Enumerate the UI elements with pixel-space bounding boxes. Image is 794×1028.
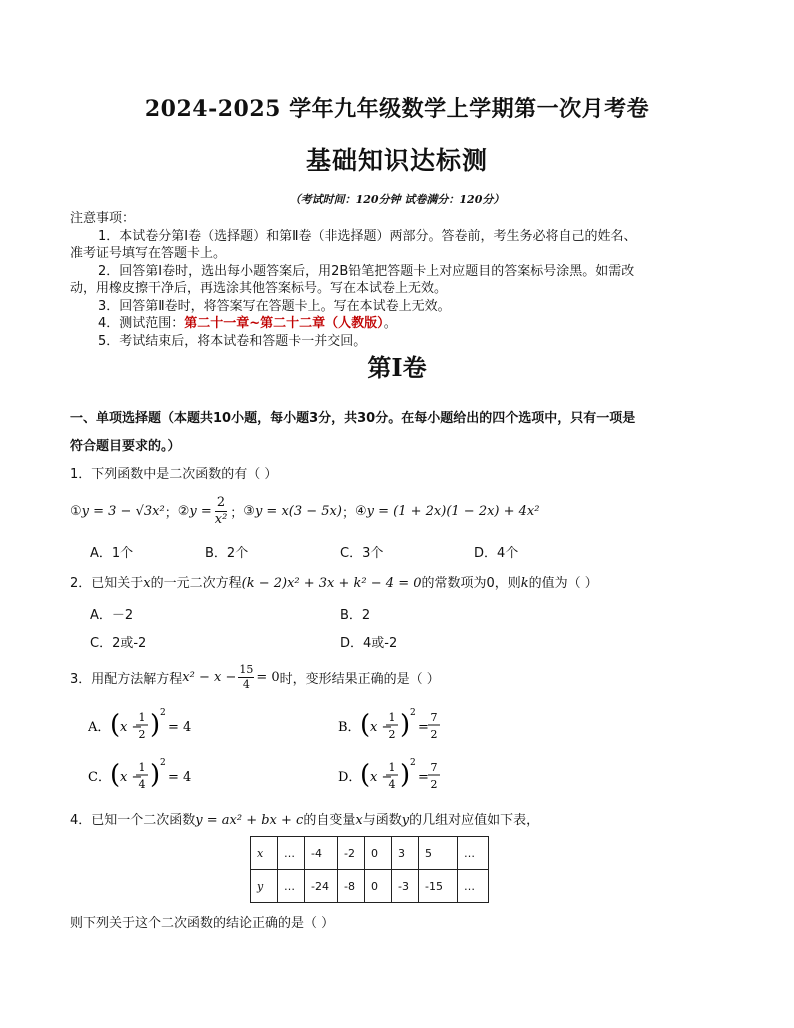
q3-eq-fraction bbox=[238, 663, 254, 692]
note-4-suffix: 。 bbox=[383, 316, 397, 331]
q3-d-rhs-num: 7 bbox=[430, 761, 438, 774]
section1-line2: 符合题目要求的。） bbox=[70, 439, 181, 454]
section1-line1: 一、单项选择题（本题共10小题，每小题3分，共30分。在每小题给出的四个选项中，只有一项是 bbox=[70, 411, 636, 426]
exam-title: 2024-2025 学年九年级数学上学期第一次月考卷 bbox=[144, 96, 650, 122]
q1-f4: y = (1 + 2x)(1 − 2x) + 4x² bbox=[366, 503, 540, 519]
q1-f2-fraction bbox=[215, 495, 228, 528]
q1-sep3: ； bbox=[341, 505, 355, 521]
q3-b-inner: x − bbox=[370, 720, 393, 735]
q1-f1-mark: ① bbox=[70, 503, 82, 519]
q2-mid2: 的常数项为0，则 bbox=[421, 576, 521, 591]
q3-eq-lhs: x² − x − bbox=[182, 669, 237, 685]
q4-mid: 的自变量 bbox=[303, 813, 356, 828]
q3-a-den: 2 bbox=[138, 728, 146, 741]
q1-f2-den: x² bbox=[214, 511, 228, 527]
q2-var-x: x bbox=[143, 576, 151, 591]
q1-sep2: ； bbox=[230, 505, 244, 521]
test-range: 第二十一章~第二十二章（人教版） bbox=[184, 316, 384, 331]
q1-option-d[interactable]: D．4个 bbox=[474, 546, 519, 561]
q3-b-num: 1 bbox=[388, 711, 396, 724]
q2-equation: (k − 2)x² + 3x + k² − 4 = 0 bbox=[241, 576, 422, 591]
q3-d-eq: = bbox=[418, 770, 429, 785]
table-cell: -15 bbox=[419, 870, 458, 903]
q3-c-inner: x − bbox=[120, 770, 143, 785]
exam-subtitle: 基础知识达标测 bbox=[305, 146, 488, 175]
q3-d-label: D． bbox=[338, 770, 362, 785]
q2-option-a[interactable]: A．－2 bbox=[90, 608, 134, 623]
q3-c-num: 1 bbox=[138, 761, 146, 774]
q2-option-c[interactable]: C．2或-2 bbox=[90, 636, 147, 651]
volume-title: 第Ⅰ卷 bbox=[367, 353, 427, 382]
table-cell: 0 bbox=[365, 837, 392, 870]
q3-d-inner: x − bbox=[370, 770, 393, 785]
q3-a-label: A． bbox=[88, 720, 111, 735]
q3-eq-num: 15 bbox=[239, 662, 254, 676]
note-2-line2: 动，用橡皮擦干净后，再选涂其他答案标号。写在本试卷上无效。 bbox=[70, 281, 448, 296]
q3-a-inner: x − bbox=[120, 720, 143, 735]
q3-option-a[interactable] bbox=[88, 703, 228, 749]
q4-stem bbox=[70, 809, 539, 828]
table-cell: … bbox=[458, 870, 489, 903]
q1-f2-mark: ② bbox=[177, 503, 190, 519]
table-cell: -3 bbox=[392, 870, 419, 903]
q1-stem: 1．下列函数中是二次函数的有（ ） bbox=[70, 467, 278, 482]
q1-f3-mark: ③ bbox=[243, 503, 255, 519]
table-cell: -8 bbox=[338, 870, 365, 903]
q1-f4-mark: ④ bbox=[354, 503, 367, 519]
exam-info: （考试时间：120分钟 试卷满分：120分） bbox=[289, 193, 505, 206]
note-1-line2: 准考证号填写在答题卡上。 bbox=[70, 246, 227, 261]
q1-option-a[interactable]: A．1个 bbox=[90, 546, 134, 561]
q2-option-d[interactable]: D．4或-2 bbox=[340, 636, 398, 651]
q1-f3: y = x(3 − 5x) bbox=[254, 503, 342, 519]
q1-f1: y = 3 − √3x² bbox=[81, 503, 165, 519]
q4-mid2: 与函数 bbox=[362, 813, 402, 828]
q3-b-label: B． bbox=[338, 720, 361, 735]
q3-c-pow: 2 bbox=[160, 758, 166, 768]
q3-b-den: 2 bbox=[388, 728, 396, 741]
q2-option-b[interactable]: B．2 bbox=[340, 608, 371, 623]
table-cell: -2 bbox=[338, 837, 365, 870]
q3-c-rhs: = 4 bbox=[168, 770, 192, 785]
q2-suffix: 的值为（ ） bbox=[528, 576, 598, 591]
table-cell: 3 bbox=[392, 837, 419, 870]
q3-b-lparen: ( bbox=[360, 710, 371, 740]
q3-c-label: C． bbox=[88, 770, 111, 785]
note-1-line1: 1．本试卷分第Ⅰ卷（选择题）和第Ⅱ卷（非选择题）两部分。答卷前，考生务必将自己的姓名、 bbox=[98, 229, 637, 244]
q3-eq-rhs: = 0 bbox=[256, 669, 280, 685]
q3-a-rparen: ) bbox=[150, 710, 161, 740]
q3-b-rparen: ) bbox=[400, 710, 411, 740]
q4-follow: 则下列关于这个二次函数的结论正确的是（ ） bbox=[70, 916, 335, 931]
q2-prefix: 2．已知关于 bbox=[70, 576, 144, 591]
q3-option-b[interactable] bbox=[338, 703, 478, 749]
q1-sep1: ； bbox=[164, 505, 178, 521]
q2-mid: 的一元二次方程 bbox=[150, 576, 242, 591]
table-cell: x bbox=[251, 837, 278, 870]
q3-c-den: 4 bbox=[138, 778, 146, 791]
table-cell: … bbox=[278, 870, 305, 903]
q4-var-x: x bbox=[355, 813, 363, 828]
q4-suffix: 的几组对应值如下表， bbox=[409, 813, 540, 828]
q1-option-b[interactable]: B．2个 bbox=[205, 546, 249, 561]
q3-a-num: 1 bbox=[138, 711, 146, 724]
q1-functions bbox=[70, 491, 539, 531]
table-row bbox=[251, 837, 489, 870]
table-cell: … bbox=[278, 837, 305, 870]
note-4 bbox=[98, 315, 397, 333]
q3-eq-den: 4 bbox=[242, 677, 250, 691]
q3-d-lparen: ( bbox=[360, 760, 371, 790]
table-cell: 0 bbox=[365, 870, 392, 903]
table-cell: y bbox=[251, 870, 278, 903]
q2-var-k: k bbox=[520, 576, 529, 591]
q3-stem bbox=[70, 660, 440, 694]
q3-d-rparen: ) bbox=[400, 760, 411, 790]
q3-a-pow: 2 bbox=[160, 708, 166, 718]
q3-a-lparen: ( bbox=[110, 710, 121, 740]
q4-prefix: 4．已知一个二次函数 bbox=[70, 813, 196, 828]
q3-suffix: 时，变形结果正确的是（ ） bbox=[279, 671, 440, 687]
q2-stem bbox=[70, 572, 598, 591]
q3-b-rhs-den: 2 bbox=[430, 728, 438, 741]
table-cell: … bbox=[458, 837, 489, 870]
note-3: 3．回答第Ⅱ卷时，将答案写在答题卡上。写在本试卷上无效。 bbox=[98, 299, 451, 314]
q3-c-lparen: ( bbox=[110, 760, 121, 790]
q3-d-num: 1 bbox=[388, 761, 396, 774]
q4-var-y: y bbox=[401, 813, 410, 828]
q1-f2-num: 2 bbox=[216, 494, 226, 510]
q4-value-table bbox=[250, 836, 489, 903]
q3-prefix: 3．用配方法解方程 bbox=[70, 671, 183, 687]
note-5: 5．考试结束后，将本试卷和答题卡一并交回。 bbox=[98, 334, 367, 349]
q3-b-pow: 2 bbox=[410, 708, 416, 718]
table-cell: 5 bbox=[419, 837, 458, 870]
note-4-prefix: 4．测试范围： bbox=[98, 316, 185, 331]
q3-b-rhs-num: 7 bbox=[430, 711, 438, 724]
q4-func: y = ax² + bx + c bbox=[195, 813, 304, 828]
note-2-line1: 2．回答第Ⅰ卷时，选出每小题答案后，用2B铅笔把答题卡上对应题目的答案标号涂黑。如需改 bbox=[98, 264, 635, 279]
notes-heading: 注意事项： bbox=[70, 211, 136, 226]
q3-d-rhs-den: 2 bbox=[430, 778, 438, 791]
table-cell: -4 bbox=[305, 837, 338, 870]
q3-d-pow: 2 bbox=[410, 758, 416, 768]
q1-f2-lhs: y = bbox=[189, 503, 212, 519]
q1-option-c[interactable]: C．3个 bbox=[340, 546, 384, 561]
table-cell: -24 bbox=[305, 870, 338, 903]
q3-b-eq: = bbox=[418, 720, 429, 735]
q3-a-rhs: = 4 bbox=[168, 720, 192, 735]
q3-d-den: 4 bbox=[388, 778, 396, 791]
q3-c-rparen: ) bbox=[150, 760, 161, 790]
q3-option-c[interactable] bbox=[88, 753, 228, 799]
q3-option-d[interactable] bbox=[338, 753, 478, 799]
table-row bbox=[251, 870, 489, 903]
